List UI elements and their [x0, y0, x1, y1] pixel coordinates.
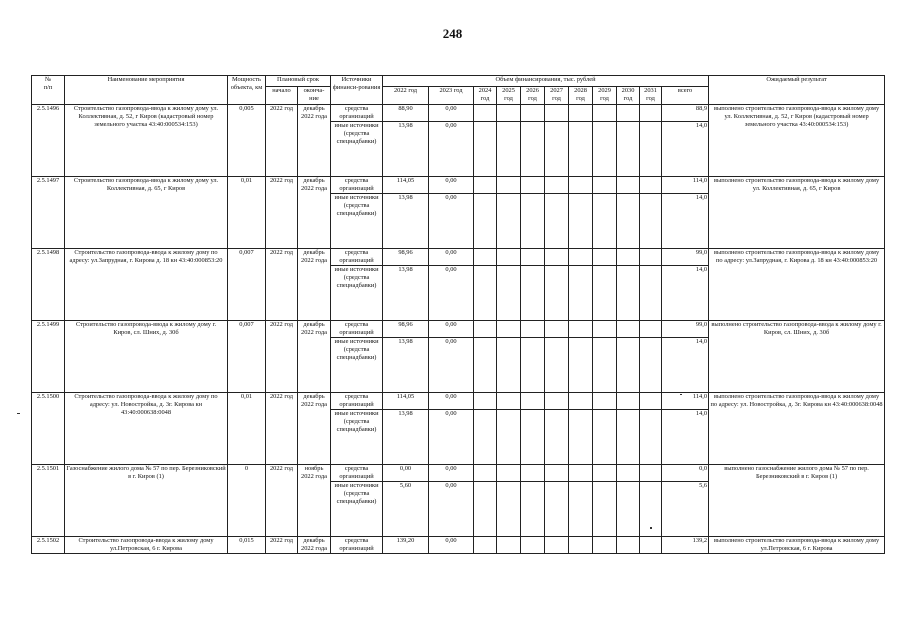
scan-mark — [680, 394, 682, 395]
row-value-empty — [593, 482, 617, 537]
row-value-total: 99,0 — [662, 249, 709, 266]
row-value-empty — [569, 249, 593, 266]
scan-mark — [650, 527, 652, 529]
row-end: ноябрь 2022 года — [298, 465, 331, 537]
header-name: Наименование мероприятия — [65, 76, 228, 105]
header-year-2022: 2022 год — [383, 87, 429, 105]
row-value-empty — [617, 105, 640, 122]
row-value-total: 88,9 — [662, 105, 709, 122]
row-value-empty — [569, 321, 593, 338]
row-value-empty — [617, 537, 640, 554]
row-value-empty — [593, 393, 617, 410]
row-value-empty — [521, 122, 545, 177]
row-value-empty — [569, 393, 593, 410]
row-value-empty — [497, 105, 521, 122]
header-term-start: начало — [266, 87, 298, 105]
table-row — [32, 321, 885, 338]
row-source-a: средства организаций — [331, 393, 383, 410]
row-value-empty — [569, 482, 593, 537]
row-value-empty — [593, 105, 617, 122]
row-value-empty — [593, 321, 617, 338]
row-id: 2.5.1496 — [32, 105, 65, 177]
row-name: Строительство газопровода-ввода к жилому дому по адресу: ул. Новостройка, д. 3г. Кирова кн 43:40:000638:0048 — [65, 393, 228, 465]
row-value-empty — [617, 482, 640, 537]
row-name: Строительство газопровода-ввода к жилому дому г. Киров, сл. Шних, д. 30б — [65, 321, 228, 393]
row-value-empty — [640, 410, 662, 465]
row-value-empty — [617, 266, 640, 321]
row-value-empty — [640, 105, 662, 122]
row-value-empty — [521, 194, 545, 249]
row-value-empty — [545, 410, 569, 465]
funding-plan-table — [31, 75, 885, 554]
row-capacity: 0,01 — [228, 177, 266, 249]
row-value-empty — [617, 177, 640, 194]
row-value-empty — [640, 537, 662, 554]
row-value-empty — [640, 393, 662, 410]
row-value-empty — [474, 410, 497, 465]
row-value-2023: 0,00 — [429, 105, 474, 122]
row-value-2023: 0,00 — [429, 338, 474, 393]
row-value-empty — [640, 194, 662, 249]
row-value-2022: 114,05 — [383, 393, 429, 410]
row-result: выполнено газоснабжение жилого дома № 57 по пер. Березниковский в г. Киров (1) — [709, 465, 885, 537]
row-value-total: 114,0 — [662, 177, 709, 194]
row-value-empty — [569, 465, 593, 482]
row-value-empty — [521, 410, 545, 465]
row-value-empty — [617, 465, 640, 482]
row-value-empty — [497, 266, 521, 321]
row-value-2023: 0,00 — [429, 266, 474, 321]
row-value-empty — [617, 338, 640, 393]
row-value-empty — [593, 465, 617, 482]
header-year-2023: 2023 год — [429, 87, 474, 105]
row-value-empty — [521, 537, 545, 554]
row-value-empty — [497, 465, 521, 482]
row-source-b: иные источники (средства спецнадбавки) — [331, 410, 383, 465]
row-value-2022: 114,05 — [383, 177, 429, 194]
row-value-empty — [474, 249, 497, 266]
row-value-2022: 13,98 — [383, 194, 429, 249]
row-name: Строительство газопровода-ввода к жилому дому ул.Петровская, 6 г. Кирова — [65, 537, 228, 554]
header-term: Плановый срок — [266, 76, 331, 87]
row-value-empty — [497, 122, 521, 177]
row-value-empty — [474, 194, 497, 249]
row-end: декабрь 2022 года — [298, 249, 331, 321]
table-row — [32, 105, 885, 122]
table-row — [32, 393, 885, 410]
row-value-total: 99,0 — [662, 321, 709, 338]
row-value-empty — [497, 194, 521, 249]
row-value-empty — [474, 338, 497, 393]
row-start: 2022 год — [266, 105, 298, 177]
row-value-empty — [497, 482, 521, 537]
row-capacity: 0,005 — [228, 105, 266, 177]
row-result: выполнено строительство газопровода-ввода к жилому дому г. Киров, сл. Шних, д. 30б — [709, 321, 885, 393]
row-start: 2022 год — [266, 177, 298, 249]
row-id: 2.5.1498 — [32, 249, 65, 321]
row-value-empty — [593, 410, 617, 465]
row-capacity: 0,015 — [228, 537, 266, 554]
row-source-a: средства организаций — [331, 321, 383, 338]
row-end: декабрь 2022 года — [298, 321, 331, 393]
row-value-2023: 0,00 — [429, 194, 474, 249]
row-value-empty — [569, 410, 593, 465]
row-value-empty — [497, 393, 521, 410]
row-capacity: 0,01 — [228, 393, 266, 465]
row-value-2022: 88,90 — [383, 105, 429, 122]
row-value-total: 5,6 — [662, 482, 709, 537]
row-value-empty — [474, 266, 497, 321]
row-value-2022: 98,96 — [383, 321, 429, 338]
row-value-total: 14,0 — [662, 266, 709, 321]
row-value-empty — [569, 537, 593, 554]
row-capacity: 0 — [228, 465, 266, 537]
row-source-a: средства организаций — [331, 465, 383, 482]
header-year-2027: 2027 год — [545, 87, 569, 105]
header-num: № п/п — [32, 76, 65, 105]
header-total: всего — [662, 87, 709, 105]
row-source-b: иные источники (средства спецнадбавки) — [331, 122, 383, 177]
row-result: выполнено строительство газопровода-ввода к жилому дому по адресу: ул.Запрудная, г. Кирова д. 18 кн 43:40:000853:20 — [709, 249, 885, 321]
row-value-empty — [640, 122, 662, 177]
row-id: 2.5.1497 — [32, 177, 65, 249]
row-value-empty — [497, 537, 521, 554]
row-value-empty — [640, 321, 662, 338]
header-year-2031: 2031 год — [640, 87, 662, 105]
row-capacity: 0,007 — [228, 249, 266, 321]
header-year-2030: 2030 год — [617, 87, 640, 105]
row-value-empty — [474, 122, 497, 177]
row-capacity: 0,007 — [228, 321, 266, 393]
row-value-2023: 0,00 — [429, 249, 474, 266]
row-end: декабрь 2022 года — [298, 177, 331, 249]
row-start: 2022 год — [266, 249, 298, 321]
row-value-empty — [593, 338, 617, 393]
row-value-2023: 0,00 — [429, 393, 474, 410]
row-value-empty — [545, 249, 569, 266]
row-value-empty — [545, 393, 569, 410]
row-value-empty — [569, 177, 593, 194]
row-value-empty — [521, 321, 545, 338]
row-source-b: иные источники (средства спецнадбавки) — [331, 482, 383, 537]
row-end: декабрь 2022 года — [298, 105, 331, 177]
row-source-a: средства организаций — [331, 105, 383, 122]
row-start: 2022 год — [266, 321, 298, 393]
row-value-empty — [640, 465, 662, 482]
row-name: Газоснабжение жилого дома № 57 по пер. Березниковский в г. Киров (1) — [65, 465, 228, 537]
row-value-empty — [474, 537, 497, 554]
row-id: 2.5.1500 — [32, 393, 65, 465]
row-value-empty — [474, 321, 497, 338]
row-value-2022: 0,00 — [383, 465, 429, 482]
row-value-empty — [593, 266, 617, 321]
header-row-top — [32, 76, 885, 87]
row-value-empty — [569, 105, 593, 122]
row-id: 2.5.1499 — [32, 321, 65, 393]
row-source-b: иные источники (средства спецнадбавки) — [331, 338, 383, 393]
row-value-empty — [545, 465, 569, 482]
row-value-total: 114,0 — [662, 393, 709, 410]
row-result: выполнено строительство газопровода-ввода к жилому дому по адресу: ул. Новостройка, д. 3г. Кирова кн 43:40:000638:0048 — [709, 393, 885, 465]
table-body — [32, 105, 885, 554]
row-value-empty — [521, 393, 545, 410]
page-number: 248 — [442, 26, 463, 41]
row-value-2022: 13,98 — [383, 266, 429, 321]
row-start: 2022 год — [266, 465, 298, 537]
row-value-empty — [593, 122, 617, 177]
row-value-empty — [545, 482, 569, 537]
row-id: 2.5.1502 — [32, 537, 65, 554]
row-source-a: средства организаций — [331, 249, 383, 266]
row-value-empty — [474, 482, 497, 537]
row-source-a: средства организаций — [331, 177, 383, 194]
row-value-empty — [569, 338, 593, 393]
row-value-2023: 0,00 — [429, 465, 474, 482]
header-funding: Объем финансирования, тыс. рублей — [383, 76, 709, 87]
row-value-2023: 0,00 — [429, 482, 474, 537]
row-value-empty — [593, 177, 617, 194]
row-start: 2022 год — [266, 537, 298, 554]
row-value-empty — [569, 194, 593, 249]
row-result: выполнено строительство газопровода-ввода к жилому дому ул. Коллективная, д. 65, г Киров — [709, 177, 885, 249]
row-value-total: 139,2 — [662, 537, 709, 554]
row-value-total: 14,0 — [662, 338, 709, 393]
row-name: Строительство газопровода-ввода к жилому дому ул. Коллективная, д. 52, г Киров (кадастровый номер земельного участка 43:40:000534:153) — [65, 105, 228, 177]
row-value-empty — [617, 249, 640, 266]
row-value-empty — [593, 249, 617, 266]
row-value-total: 14,0 — [662, 122, 709, 177]
row-source-b: иные источники (средства спецнадбавки) — [331, 266, 383, 321]
row-value-2023: 0,00 — [429, 537, 474, 554]
row-value-empty — [640, 249, 662, 266]
header-capacity: Мощность объекта, км — [228, 76, 266, 105]
header-year-2024: 2024 год — [474, 87, 497, 105]
table-row — [32, 177, 885, 194]
row-value-empty — [521, 482, 545, 537]
scan-mark — [17, 413, 20, 414]
row-value-empty — [617, 122, 640, 177]
row-result: выполнено строительство газопровода-ввода к жилому дому ул.Петровская, 6 г. Кирова — [709, 537, 885, 554]
row-value-empty — [640, 266, 662, 321]
row-source-b: иные источники (средства спецнадбавки) — [331, 194, 383, 249]
row-value-empty — [617, 393, 640, 410]
header-year-2025: 2025 год — [497, 87, 521, 105]
row-value-empty — [545, 338, 569, 393]
row-value-empty — [521, 105, 545, 122]
row-id: 2.5.1501 — [32, 465, 65, 537]
header-year-2026: 2026 год — [521, 87, 545, 105]
row-name: Строительство газопровода-ввода к жилому дому ул. Коллективная, д. 65, г Киров — [65, 177, 228, 249]
row-result: выполнено строительство газопровода-ввода к жилому дому ул. Коллективная, д. 52, г Киров (кадастровый номер земельного участка 43:40:000534:153) — [709, 105, 885, 177]
table-row — [32, 249, 885, 266]
row-value-empty — [640, 338, 662, 393]
row-value-2022: 13,98 — [383, 410, 429, 465]
row-value-empty — [640, 177, 662, 194]
row-value-empty — [545, 105, 569, 122]
header-year-2029: 2029 год — [593, 87, 617, 105]
row-value-empty — [521, 465, 545, 482]
row-name: Строительство газопровода-ввода к жилому дому по адресу: ул.Запрудная, г. Кирова д. 18 кн 43:40:000853:20 — [65, 249, 228, 321]
row-value-empty — [617, 321, 640, 338]
row-value-empty — [497, 410, 521, 465]
row-value-empty — [474, 393, 497, 410]
row-value-empty — [497, 177, 521, 194]
row-value-total: 0,0 — [662, 465, 709, 482]
row-start: 2022 год — [266, 393, 298, 465]
row-value-empty — [545, 194, 569, 249]
row-value-total: 14,0 — [662, 410, 709, 465]
row-value-empty — [497, 249, 521, 266]
row-value-2022: 5,60 — [383, 482, 429, 537]
row-value-2022: 139,20 — [383, 537, 429, 554]
row-value-empty — [617, 410, 640, 465]
row-value-empty — [545, 537, 569, 554]
row-value-empty — [521, 338, 545, 393]
row-value-empty — [593, 537, 617, 554]
header-term-end: оконча-ние — [298, 87, 331, 105]
header-source: Источники финанси-рования — [331, 76, 383, 105]
row-value-empty — [569, 266, 593, 321]
row-value-empty — [545, 321, 569, 338]
row-value-empty — [474, 105, 497, 122]
row-end: декабрь 2022 года — [298, 537, 331, 554]
row-value-empty — [593, 194, 617, 249]
row-value-empty — [497, 338, 521, 393]
row-value-2022: 98,96 — [383, 249, 429, 266]
row-value-empty — [521, 177, 545, 194]
row-value-empty — [545, 122, 569, 177]
row-value-empty — [474, 465, 497, 482]
row-value-total: 14,0 — [662, 194, 709, 249]
row-value-2022: 13,98 — [383, 122, 429, 177]
header-year-2028: 2028 год — [569, 87, 593, 105]
row-source-a: средства организаций — [331, 537, 383, 554]
row-value-2023: 0,00 — [429, 177, 474, 194]
row-value-empty — [569, 122, 593, 177]
header-result: Ожидаемый результат — [709, 76, 885, 105]
row-end: декабрь 2022 года — [298, 393, 331, 465]
row-value-empty — [617, 194, 640, 249]
row-value-2023: 0,00 — [429, 321, 474, 338]
row-value-2022: 13,98 — [383, 338, 429, 393]
row-value-empty — [521, 249, 545, 266]
table-row — [32, 465, 885, 482]
row-value-empty — [521, 266, 545, 321]
row-value-empty — [474, 177, 497, 194]
row-value-2023: 0,00 — [429, 122, 474, 177]
row-value-empty — [497, 321, 521, 338]
row-value-empty — [545, 177, 569, 194]
row-value-empty — [545, 266, 569, 321]
table-row — [32, 537, 885, 554]
row-value-2023: 0,00 — [429, 410, 474, 465]
